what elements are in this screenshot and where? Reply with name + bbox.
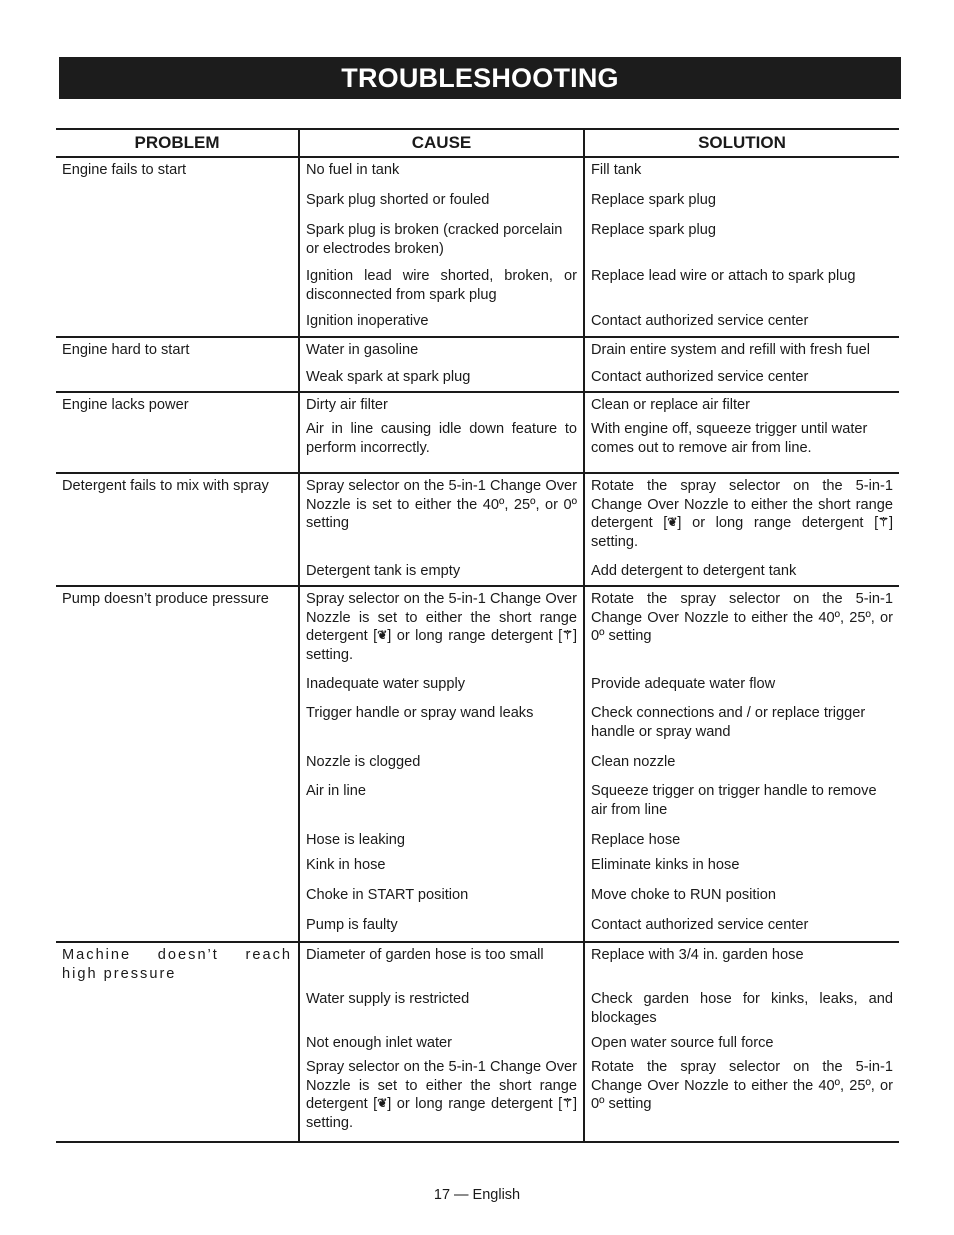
cause-cell: Air in line causing idle down feature to perform incorrectly. bbox=[299, 418, 584, 473]
cause-cell: Kink in hose bbox=[299, 854, 584, 884]
solution-text: Rotate the spray selector on the 5-in-1 Change Over Nozzle to either the short range detergent [ bbox=[591, 478, 893, 531]
table-row bbox=[56, 942, 899, 988]
long-range-detergent-icon: ⚚ bbox=[878, 515, 889, 529]
problem-cell: Engine hard to start bbox=[56, 337, 299, 392]
cause-cell: Spark plug shorted or fouled bbox=[299, 187, 584, 217]
short-range-detergent-icon: ❦ bbox=[377, 628, 388, 642]
cause-cell: Weak spark at spark plug bbox=[299, 366, 584, 392]
troubleshooting-table bbox=[56, 128, 899, 1143]
cause-cell: Diameter of garden hose is too small bbox=[299, 942, 584, 988]
solution-text: ] setting. bbox=[591, 515, 893, 550]
solution-cell: Rotate the spray selector on the 5-in-1 Change Over Nozzle to either the 40º, 25º, or 0º setting bbox=[584, 1056, 899, 1142]
solution-cell: Replace with 3/4 in. garden hose bbox=[584, 942, 899, 988]
solution-cell: Contact authorized service center bbox=[584, 914, 899, 942]
short-range-detergent-icon: ❦ bbox=[377, 1096, 388, 1110]
table-row bbox=[56, 586, 899, 673]
solution-cell: Replace hose bbox=[584, 829, 899, 854]
solution-cell: Replace lead wire or attach to spark plug bbox=[584, 265, 899, 309]
table-row bbox=[56, 157, 899, 187]
solution-cell: Clean nozzle bbox=[584, 751, 899, 780]
solution-cell: Squeeze trigger on trigger handle to remove air from line bbox=[584, 780, 899, 829]
cause-column-header: CAUSE bbox=[299, 129, 584, 157]
solution-cell: Replace spark plug bbox=[584, 217, 899, 265]
table-row bbox=[56, 473, 899, 560]
solution-cell: Rotate the spray selector on the 5-in-1 Change Over Nozzle to either the 40º, 25º, or 0º setting bbox=[584, 586, 899, 673]
solution-cell: Move choke to RUN position bbox=[584, 884, 899, 914]
short-range-detergent-icon: ❦ bbox=[667, 515, 678, 529]
cause-cell: Spray selector on the 5-in-1 Change Over Nozzle is set to either the 40º, 25º, or 0º setting bbox=[299, 473, 584, 560]
cause-text: ] setting. bbox=[306, 1096, 577, 1131]
solution-cell: Contact authorized service center bbox=[584, 309, 899, 337]
cause-cell: Choke in START position bbox=[299, 884, 584, 914]
cause-cell: Nozzle is clogged bbox=[299, 751, 584, 780]
cause-cell: Ignition inoperative bbox=[299, 309, 584, 337]
cause-cell: Ignition lead wire shorted, broken, or disconnected from spark plug bbox=[299, 265, 584, 309]
problem-cell: Pump doesn’t produce pressure bbox=[56, 586, 299, 942]
table-row bbox=[56, 337, 899, 366]
problem-cell: Engine lacks power bbox=[56, 392, 299, 473]
title-banner bbox=[59, 57, 901, 99]
solution-cell: Open water source full force bbox=[584, 1032, 899, 1056]
problem-column-header: PROBLEM bbox=[56, 129, 299, 157]
page-footer: 17 — English bbox=[433, 1187, 521, 1203]
cause-cell: Spark plug is broken (cracked porcelain or electrodes broken) bbox=[299, 217, 584, 265]
solution-cell: Contact authorized service center bbox=[584, 366, 899, 392]
cause-cell: Air in line bbox=[299, 780, 584, 829]
cause-cell: Not enough inlet water bbox=[299, 1032, 584, 1056]
solution-cell: Check connections and / or replace trigger handle or spray wand bbox=[584, 702, 899, 751]
cause-cell bbox=[299, 586, 584, 673]
solution-text: ] or long range detergent [ bbox=[677, 515, 879, 531]
cause-cell: Dirty air filter bbox=[299, 392, 584, 418]
solution-cell: Provide adequate water flow bbox=[584, 673, 899, 702]
cause-text: Spray selector on the 5-in-1 Change Over Nozzle is set to either the short range detergent [ bbox=[306, 1059, 577, 1112]
long-range-detergent-icon: ⚚ bbox=[562, 1096, 573, 1110]
cause-cell: Hose is leaking bbox=[299, 829, 584, 854]
cause-cell: Trigger handle or spray wand leaks bbox=[299, 702, 584, 751]
cause-text: ] setting. bbox=[306, 628, 577, 663]
cause-cell: Detergent tank is empty bbox=[299, 560, 584, 586]
solution-cell: Add detergent to detergent tank bbox=[584, 560, 899, 586]
long-range-detergent-icon: ⚚ bbox=[562, 628, 573, 642]
solution-cell: Clean or replace air filter bbox=[584, 392, 899, 418]
solution-cell: Eliminate kinks in hose bbox=[584, 854, 899, 884]
cause-cell bbox=[299, 1056, 584, 1142]
solution-cell: With engine off, squeeze trigger until water comes out to remove air from line. bbox=[584, 418, 899, 473]
page-title: TROUBLESHOOTING bbox=[341, 62, 619, 93]
cause-text: ] or long range detergent [ bbox=[387, 1096, 563, 1112]
solution-cell bbox=[584, 473, 899, 560]
cause-cell: Water supply is restricted bbox=[299, 988, 584, 1032]
solution-column-header: SOLUTION bbox=[584, 129, 899, 157]
solution-cell: Fill tank bbox=[584, 157, 899, 187]
cause-cell: Water in gasoline bbox=[299, 337, 584, 366]
table-header-row bbox=[56, 129, 899, 157]
table-row bbox=[56, 392, 899, 418]
cause-cell: No fuel in tank bbox=[299, 157, 584, 187]
cause-text: Spray selector on the 5-in-1 Change Over Nozzle is set to either the short range detergent [ bbox=[306, 591, 577, 644]
cause-text: ] or long range detergent [ bbox=[387, 628, 563, 644]
cause-cell: Inadequate water supply bbox=[299, 673, 584, 702]
problem-cell: Detergent fails to mix with spray bbox=[56, 473, 299, 586]
solution-cell: Check garden hose for kinks, leaks, and blockages bbox=[584, 988, 899, 1032]
problem-cell: Engine fails to start bbox=[56, 157, 299, 337]
problem-cell: Machine doesn’t reach high pressure bbox=[56, 942, 299, 1142]
cause-cell: Pump is faulty bbox=[299, 914, 584, 942]
solution-cell: Replace spark plug bbox=[584, 187, 899, 217]
solution-cell: Drain entire system and refill with fresh fuel bbox=[584, 337, 899, 366]
